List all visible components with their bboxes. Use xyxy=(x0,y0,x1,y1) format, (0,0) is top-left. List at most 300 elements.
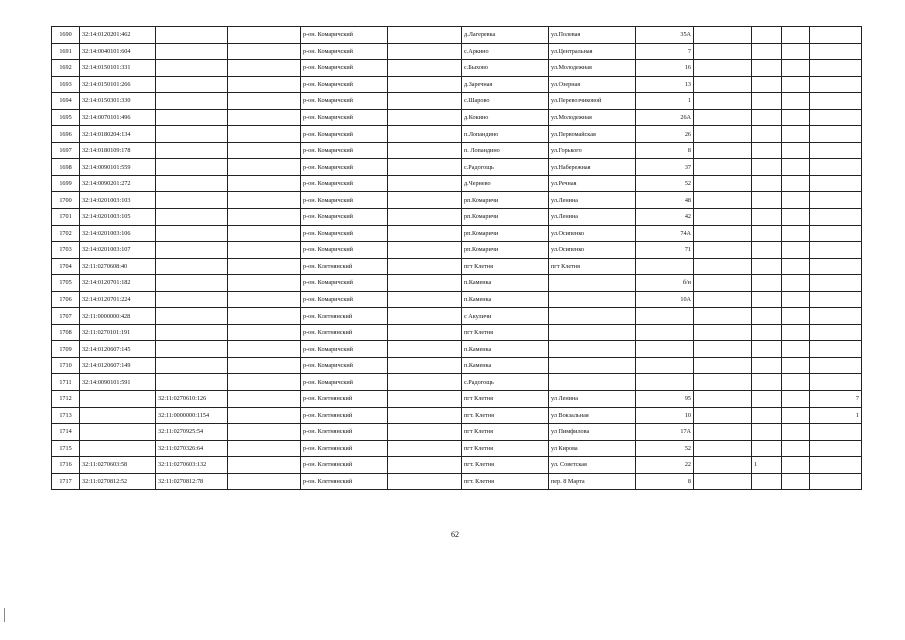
table-row xyxy=(52,142,862,159)
row-number-cell: 1691 xyxy=(52,43,80,60)
cadastral-number-cell: 32:14:0090101:591 xyxy=(80,374,156,391)
cadastral-number-cell: 32:14:0120607:145 xyxy=(80,341,156,358)
locality-cell: с.Аркино xyxy=(462,43,549,60)
extra-cell xyxy=(752,27,782,44)
row-number-cell: 1700 xyxy=(52,192,80,209)
empty-cell xyxy=(388,407,462,424)
empty-cell xyxy=(782,291,810,308)
empty-cell xyxy=(694,192,752,209)
extra-2-cell xyxy=(810,109,862,126)
table-row xyxy=(52,43,862,60)
table-row xyxy=(52,291,862,308)
empty-cell xyxy=(694,391,752,408)
street-cell xyxy=(549,308,636,325)
table-row xyxy=(52,407,862,424)
extra-2-cell xyxy=(810,93,862,110)
extra-cell xyxy=(752,175,782,192)
row-number-cell: 1708 xyxy=(52,324,80,341)
table-row xyxy=(52,109,862,126)
cadastral-number-cell: 32:14:0150101:331 xyxy=(80,60,156,77)
empty-cell xyxy=(782,308,810,325)
cadastral-number-2-cell xyxy=(156,192,228,209)
extra-2-cell xyxy=(810,225,862,242)
extra-cell xyxy=(752,424,782,441)
row-number-cell: 1695 xyxy=(52,109,80,126)
cadastral-number-cell: 32:14:0180109:178 xyxy=(80,142,156,159)
empty-cell xyxy=(782,258,810,275)
cadastral-number-cell: 32:11:0000000:428 xyxy=(80,308,156,325)
empty-cell xyxy=(388,341,462,358)
empty-cell xyxy=(782,424,810,441)
empty-cell xyxy=(782,275,810,292)
cadastral-number-2-cell xyxy=(156,27,228,44)
table-row xyxy=(52,308,862,325)
table-row xyxy=(52,93,862,110)
empty-cell xyxy=(694,457,752,474)
district-cell: р-он. Комаричский xyxy=(301,109,388,126)
row-number-cell: 1694 xyxy=(52,93,80,110)
house-number-cell: 1 xyxy=(636,93,694,110)
district-cell: р-он. Комаричский xyxy=(301,374,388,391)
locality-cell: д.Лагеревка xyxy=(462,27,549,44)
register-table xyxy=(51,26,862,490)
house-number-cell xyxy=(636,324,694,341)
table-row xyxy=(52,275,862,292)
cadastral-number-2-cell: 32:11:0270326:64 xyxy=(156,440,228,457)
empty-cell xyxy=(388,126,462,143)
empty-cell xyxy=(782,60,810,77)
extra-2-cell xyxy=(810,291,862,308)
empty-cell xyxy=(388,424,462,441)
row-number-cell: 1713 xyxy=(52,407,80,424)
cadastral-number-cell: 32:14:0090101:559 xyxy=(80,159,156,176)
extra-cell xyxy=(752,258,782,275)
house-number-cell: 74А xyxy=(636,225,694,242)
extra-2-cell xyxy=(810,357,862,374)
empty-cell xyxy=(228,225,301,242)
cadastral-number-cell: 32:11:0270812:52 xyxy=(80,473,156,490)
locality-cell: п. Лопандино xyxy=(462,142,549,159)
empty-cell xyxy=(388,473,462,490)
table-row xyxy=(52,159,862,176)
empty-cell xyxy=(694,275,752,292)
locality-cell: с.Шарово xyxy=(462,93,549,110)
empty-cell xyxy=(228,357,301,374)
extra-cell xyxy=(752,407,782,424)
table-body xyxy=(52,27,862,490)
empty-cell xyxy=(782,391,810,408)
extra-cell: 1 xyxy=(752,457,782,474)
empty-cell xyxy=(228,175,301,192)
cadastral-number-2-cell xyxy=(156,43,228,60)
empty-cell xyxy=(228,43,301,60)
street-cell xyxy=(549,324,636,341)
street-cell: ул.Осипенко xyxy=(549,225,636,242)
locality-cell: пгт Клетня xyxy=(462,258,549,275)
row-number-cell: 1698 xyxy=(52,159,80,176)
district-cell: р-он. Комаричский xyxy=(301,242,388,259)
street-cell: ул Ленина xyxy=(549,391,636,408)
house-number-cell: 13 xyxy=(636,76,694,93)
street-cell: ул.Озерная xyxy=(549,76,636,93)
house-number-cell xyxy=(636,374,694,391)
district-cell: р-он. Комаричский xyxy=(301,142,388,159)
cadastral-number-cell xyxy=(80,440,156,457)
cadastral-number-cell xyxy=(80,391,156,408)
house-number-cell: 71 xyxy=(636,242,694,259)
locality-cell: п.Каменка xyxy=(462,291,549,308)
empty-cell xyxy=(388,142,462,159)
extra-2-cell xyxy=(810,242,862,259)
extra-cell xyxy=(752,391,782,408)
row-number-cell: 1702 xyxy=(52,225,80,242)
locality-cell: пгт Клетня xyxy=(462,440,549,457)
empty-cell xyxy=(694,142,752,159)
empty-cell xyxy=(694,126,752,143)
street-cell: ул.Осипенко xyxy=(549,242,636,259)
empty-cell xyxy=(694,258,752,275)
cadastral-number-cell: 32:14:0180204:134 xyxy=(80,126,156,143)
cadastral-number-2-cell xyxy=(156,291,228,308)
empty-cell xyxy=(228,76,301,93)
locality-cell: рп.Комаричи xyxy=(462,192,549,209)
locality-cell: с.Быхово xyxy=(462,60,549,77)
table-row xyxy=(52,374,862,391)
empty-cell xyxy=(228,440,301,457)
cadastral-number-2-cell xyxy=(156,93,228,110)
cadastral-number-cell: 32:11:0270608:40 xyxy=(80,258,156,275)
empty-cell xyxy=(782,324,810,341)
extra-cell xyxy=(752,93,782,110)
row-number-cell: 1703 xyxy=(52,242,80,259)
empty-cell xyxy=(228,374,301,391)
empty-cell xyxy=(388,308,462,325)
house-number-cell xyxy=(636,308,694,325)
cadastral-number-cell: 32:14:0150101:266 xyxy=(80,76,156,93)
house-number-cell: 22 xyxy=(636,457,694,474)
empty-cell xyxy=(388,258,462,275)
empty-cell xyxy=(694,308,752,325)
district-cell: р-он. Комаричский xyxy=(301,225,388,242)
extra-2-cell xyxy=(810,473,862,490)
empty-cell xyxy=(388,60,462,77)
house-number-cell: 35А xyxy=(636,27,694,44)
empty-cell xyxy=(694,440,752,457)
locality-cell: п.Каменка xyxy=(462,341,549,358)
table-row xyxy=(52,209,862,226)
locality-cell: рп.Комаричи xyxy=(462,242,549,259)
extra-cell xyxy=(752,159,782,176)
extra-2-cell xyxy=(810,43,862,60)
cadastral-number-2-cell: 32:11:0000000:1154 xyxy=(156,407,228,424)
empty-cell xyxy=(388,374,462,391)
locality-cell: пгт Клетня xyxy=(462,424,549,441)
house-number-cell: б/н xyxy=(636,275,694,292)
empty-cell xyxy=(782,374,810,391)
street-cell: ул Кирова xyxy=(549,440,636,457)
cadastral-number-cell: 32:14:0201003:106 xyxy=(80,225,156,242)
extra-cell xyxy=(752,225,782,242)
empty-cell xyxy=(228,258,301,275)
empty-cell xyxy=(388,242,462,259)
district-cell: р-он. Комаричский xyxy=(301,43,388,60)
extra-2-cell xyxy=(810,440,862,457)
empty-cell xyxy=(228,209,301,226)
empty-cell xyxy=(782,407,810,424)
locality-cell: п.Каменка xyxy=(462,275,549,292)
table-row xyxy=(52,424,862,441)
table-row xyxy=(52,126,862,143)
street-cell: ул.Речная xyxy=(549,175,636,192)
cadastral-number-2-cell xyxy=(156,258,228,275)
extra-2-cell xyxy=(810,60,862,77)
row-number-cell: 1710 xyxy=(52,357,80,374)
extra-2-cell xyxy=(810,374,862,391)
street-cell: ул.Набережная xyxy=(549,159,636,176)
cadastral-number-2-cell: 32:11:0270812:78 xyxy=(156,473,228,490)
extra-cell xyxy=(752,209,782,226)
empty-cell xyxy=(694,175,752,192)
house-number-cell: 95 xyxy=(636,391,694,408)
empty-cell xyxy=(388,192,462,209)
page-number: 62 xyxy=(451,530,459,539)
empty-cell xyxy=(782,27,810,44)
empty-cell xyxy=(694,93,752,110)
street-cell: пгт Клетня xyxy=(549,258,636,275)
table-row xyxy=(52,258,862,275)
row-number-cell: 1699 xyxy=(52,175,80,192)
row-number-cell: 1717 xyxy=(52,473,80,490)
empty-cell xyxy=(388,27,462,44)
empty-cell xyxy=(694,76,752,93)
house-number-cell: 26А xyxy=(636,109,694,126)
empty-cell xyxy=(694,407,752,424)
empty-cell xyxy=(694,357,752,374)
row-number-cell: 1712 xyxy=(52,391,80,408)
locality-cell: с Акуличи xyxy=(462,308,549,325)
district-cell: р-он. Комаричский xyxy=(301,341,388,358)
locality-cell: пгт. Клетня xyxy=(462,473,549,490)
cadastral-number-2-cell xyxy=(156,175,228,192)
empty-cell xyxy=(228,291,301,308)
extra-2-cell xyxy=(810,142,862,159)
extra-2-cell: 7 xyxy=(810,391,862,408)
locality-cell: д.Чернево xyxy=(462,175,549,192)
street-cell xyxy=(549,291,636,308)
cadastral-number-cell xyxy=(80,424,156,441)
district-cell: р-он. Клетнянский xyxy=(301,324,388,341)
row-number-cell: 1706 xyxy=(52,291,80,308)
cadastral-number-cell: 32:14:0201003:107 xyxy=(80,242,156,259)
district-cell: р-он. Клетнянский xyxy=(301,473,388,490)
extra-2-cell xyxy=(810,308,862,325)
cadastral-number-2-cell xyxy=(156,275,228,292)
empty-cell xyxy=(228,308,301,325)
district-cell: р-он. Комаричский xyxy=(301,93,388,110)
empty-cell xyxy=(228,27,301,44)
empty-cell xyxy=(782,457,810,474)
cadastral-number-cell: 32:14:0201003:103 xyxy=(80,192,156,209)
street-cell xyxy=(549,275,636,292)
cadastral-number-2-cell xyxy=(156,242,228,259)
district-cell: р-он. Комаричский xyxy=(301,175,388,192)
extra-cell xyxy=(752,76,782,93)
locality-cell: пгт Клетня xyxy=(462,391,549,408)
extra-cell xyxy=(752,308,782,325)
cadastral-number-cell: 32:11:0270101:191 xyxy=(80,324,156,341)
extra-cell xyxy=(752,357,782,374)
locality-cell: с.Радогощь xyxy=(462,374,549,391)
house-number-cell: 8 xyxy=(636,142,694,159)
row-number-cell: 1704 xyxy=(52,258,80,275)
empty-cell xyxy=(782,126,810,143)
empty-cell xyxy=(388,159,462,176)
cadastral-number-cell: 32:14:0120701:224 xyxy=(80,291,156,308)
extra-cell xyxy=(752,374,782,391)
street-cell: ул. Советская xyxy=(549,457,636,474)
empty-cell xyxy=(782,242,810,259)
empty-cell xyxy=(228,407,301,424)
cadastral-number-cell: 32:14:0070101:496 xyxy=(80,109,156,126)
extra-cell xyxy=(752,242,782,259)
extra-cell xyxy=(752,275,782,292)
empty-cell xyxy=(228,424,301,441)
empty-cell xyxy=(782,159,810,176)
street-cell: ул.Ленина xyxy=(549,209,636,226)
empty-cell xyxy=(782,109,810,126)
empty-cell xyxy=(388,175,462,192)
empty-cell xyxy=(228,391,301,408)
empty-cell xyxy=(228,142,301,159)
cadastral-number-2-cell xyxy=(156,142,228,159)
empty-cell xyxy=(694,27,752,44)
cadastral-number-2-cell: 32:11:0270925:54 xyxy=(156,424,228,441)
extra-cell xyxy=(752,324,782,341)
house-number-cell: 37 xyxy=(636,159,694,176)
empty-cell xyxy=(388,93,462,110)
extra-2-cell xyxy=(810,258,862,275)
empty-cell xyxy=(782,225,810,242)
cadastral-number-cell: 32:14:0150301:330 xyxy=(80,93,156,110)
district-cell: р-он. Клетнянский xyxy=(301,391,388,408)
empty-cell xyxy=(228,324,301,341)
table-row xyxy=(52,440,862,457)
row-number-cell: 1696 xyxy=(52,126,80,143)
empty-cell xyxy=(228,473,301,490)
empty-cell xyxy=(228,457,301,474)
empty-cell xyxy=(782,440,810,457)
district-cell: р-он. Клетнянский xyxy=(301,440,388,457)
extra-cell xyxy=(752,142,782,159)
house-number-cell: 48 xyxy=(636,192,694,209)
row-number-cell: 1701 xyxy=(52,209,80,226)
street-cell: ул.Центральная xyxy=(549,43,636,60)
empty-cell xyxy=(388,275,462,292)
extra-2-cell xyxy=(810,76,862,93)
district-cell: р-он. Комаричский xyxy=(301,27,388,44)
district-cell: р-он. Клетнянский xyxy=(301,258,388,275)
empty-cell xyxy=(694,43,752,60)
street-cell: ул.Ленина xyxy=(549,192,636,209)
extra-2-cell xyxy=(810,324,862,341)
house-number-cell: 10А xyxy=(636,291,694,308)
locality-cell: пгт. Клетня xyxy=(462,407,549,424)
row-number-cell: 1711 xyxy=(52,374,80,391)
table-row xyxy=(52,225,862,242)
cadastral-number-2-cell: 32:11:0270603:132 xyxy=(156,457,228,474)
locality-cell: д.Заречная xyxy=(462,76,549,93)
empty-cell xyxy=(388,391,462,408)
table-row xyxy=(52,60,862,77)
cadastral-number-2-cell xyxy=(156,357,228,374)
street-cell: ул.Полевая xyxy=(549,27,636,44)
street-cell: ул.Горького xyxy=(549,142,636,159)
street-cell: ул Вокзальная xyxy=(549,407,636,424)
street-cell: ул.Перевозчиковой xyxy=(549,93,636,110)
extra-cell xyxy=(752,473,782,490)
locality-cell: пгт Клетня xyxy=(462,324,549,341)
cadastral-number-cell: 32:14:0201003:105 xyxy=(80,209,156,226)
extra-2-cell xyxy=(810,457,862,474)
empty-cell xyxy=(694,109,752,126)
house-number-cell xyxy=(636,341,694,358)
cadastral-number-2-cell: 32:11:0270610:126 xyxy=(156,391,228,408)
house-number-cell: 8 xyxy=(636,473,694,490)
empty-cell xyxy=(694,374,752,391)
street-cell: ул.Первомайская xyxy=(549,126,636,143)
extra-2-cell xyxy=(810,175,862,192)
empty-cell xyxy=(694,291,752,308)
extra-2-cell xyxy=(810,209,862,226)
empty-cell xyxy=(228,275,301,292)
empty-cell xyxy=(694,159,752,176)
empty-cell xyxy=(388,357,462,374)
empty-cell xyxy=(228,242,301,259)
district-cell: р-он. Клетнянский xyxy=(301,308,388,325)
locality-cell: пгт. Клетня xyxy=(462,457,549,474)
house-number-cell: 26 xyxy=(636,126,694,143)
table-row xyxy=(52,324,862,341)
street-cell: ул.Молодежная xyxy=(549,60,636,77)
cadastral-number-cell: 32:14:0120607:149 xyxy=(80,357,156,374)
extra-cell xyxy=(752,192,782,209)
empty-cell xyxy=(388,457,462,474)
empty-cell xyxy=(388,109,462,126)
cadastral-number-2-cell xyxy=(156,374,228,391)
empty-cell xyxy=(694,424,752,441)
street-cell: ул.Молодежная xyxy=(549,109,636,126)
empty-cell xyxy=(782,341,810,358)
extra-2-cell xyxy=(810,192,862,209)
empty-cell xyxy=(228,60,301,77)
empty-cell xyxy=(782,473,810,490)
locality-cell: рп.Комаричи xyxy=(462,225,549,242)
cadastral-number-cell: 32:11:0270603:58 xyxy=(80,457,156,474)
empty-cell xyxy=(228,159,301,176)
empty-cell xyxy=(782,209,810,226)
table-row xyxy=(52,192,862,209)
row-number-cell: 1697 xyxy=(52,142,80,159)
house-number-cell: 42 xyxy=(636,209,694,226)
cadastral-number-cell: 32:14:0120701:182 xyxy=(80,275,156,292)
cadastral-number-2-cell xyxy=(156,126,228,143)
district-cell: р-он. Комаричский xyxy=(301,126,388,143)
street-cell: ул Пимфилова xyxy=(549,424,636,441)
table-row xyxy=(52,76,862,93)
table-row xyxy=(52,242,862,259)
house-number-cell xyxy=(636,357,694,374)
cadastral-number-2-cell xyxy=(156,159,228,176)
